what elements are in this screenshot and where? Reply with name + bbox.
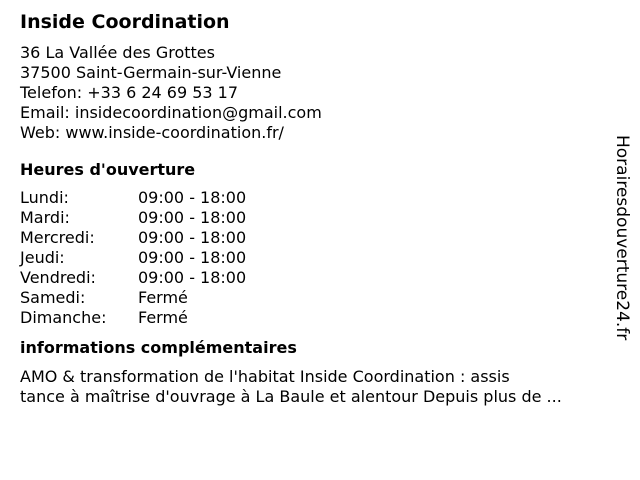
phone-line: Telefon: +33 6 24 69 53 17 — [20, 83, 239, 102]
info-line-1: AMO & transformation de l'habitat Inside Coordination : assis — [20, 367, 510, 386]
day-hours: 09:00 - 18:00 — [138, 208, 247, 227]
address-city: 37500 Saint-Germain-sur-Vienne — [20, 63, 282, 82]
contact-block — [20, 43, 600, 143]
site-watermark: Horairesdouverture24.fr — [612, 135, 632, 341]
day-hours: Fermé — [138, 308, 188, 327]
business-card — [20, 10, 600, 407]
hours-row-saturday — [20, 288, 600, 308]
day-hours: Fermé — [138, 288, 188, 307]
info-heading: informations complémentaires — [20, 338, 297, 357]
hours-row-thursday — [20, 248, 600, 268]
hours-table — [20, 188, 600, 328]
day-label: Vendredi: — [20, 268, 96, 287]
day-label: Mercredi: — [20, 228, 95, 247]
hours-row-tuesday — [20, 208, 600, 228]
web-line: Web: www.inside-coordination.fr/ — [20, 123, 284, 142]
hours-row-monday — [20, 188, 600, 208]
day-hours: 09:00 - 18:00 — [138, 228, 247, 247]
hours-row-friday — [20, 268, 600, 288]
day-hours: 09:00 - 18:00 — [138, 268, 247, 287]
day-hours: 09:00 - 18:00 — [138, 188, 247, 207]
info-line-2: tance à maîtrise d'ouvrage à La Baule et alentour Depuis plus de ... — [20, 387, 562, 406]
day-label: Jeudi: — [20, 248, 65, 267]
day-label: Lundi: — [20, 188, 69, 207]
day-label: Samedi: — [20, 288, 86, 307]
info-description — [20, 367, 600, 407]
day-hours: 09:00 - 18:00 — [138, 248, 247, 267]
address-street: 36 La Vallée des Grottes — [20, 43, 215, 62]
hours-row-sunday — [20, 308, 600, 328]
business-name: Inside Coordination — [20, 11, 230, 33]
day-label: Dimanche: — [20, 308, 107, 327]
day-label: Mardi: — [20, 208, 70, 227]
email-line: Email: insidecoordination@gmail.com — [20, 103, 322, 122]
hours-row-wednesday — [20, 228, 600, 248]
hours-heading: Heures d'ouverture — [20, 160, 196, 179]
